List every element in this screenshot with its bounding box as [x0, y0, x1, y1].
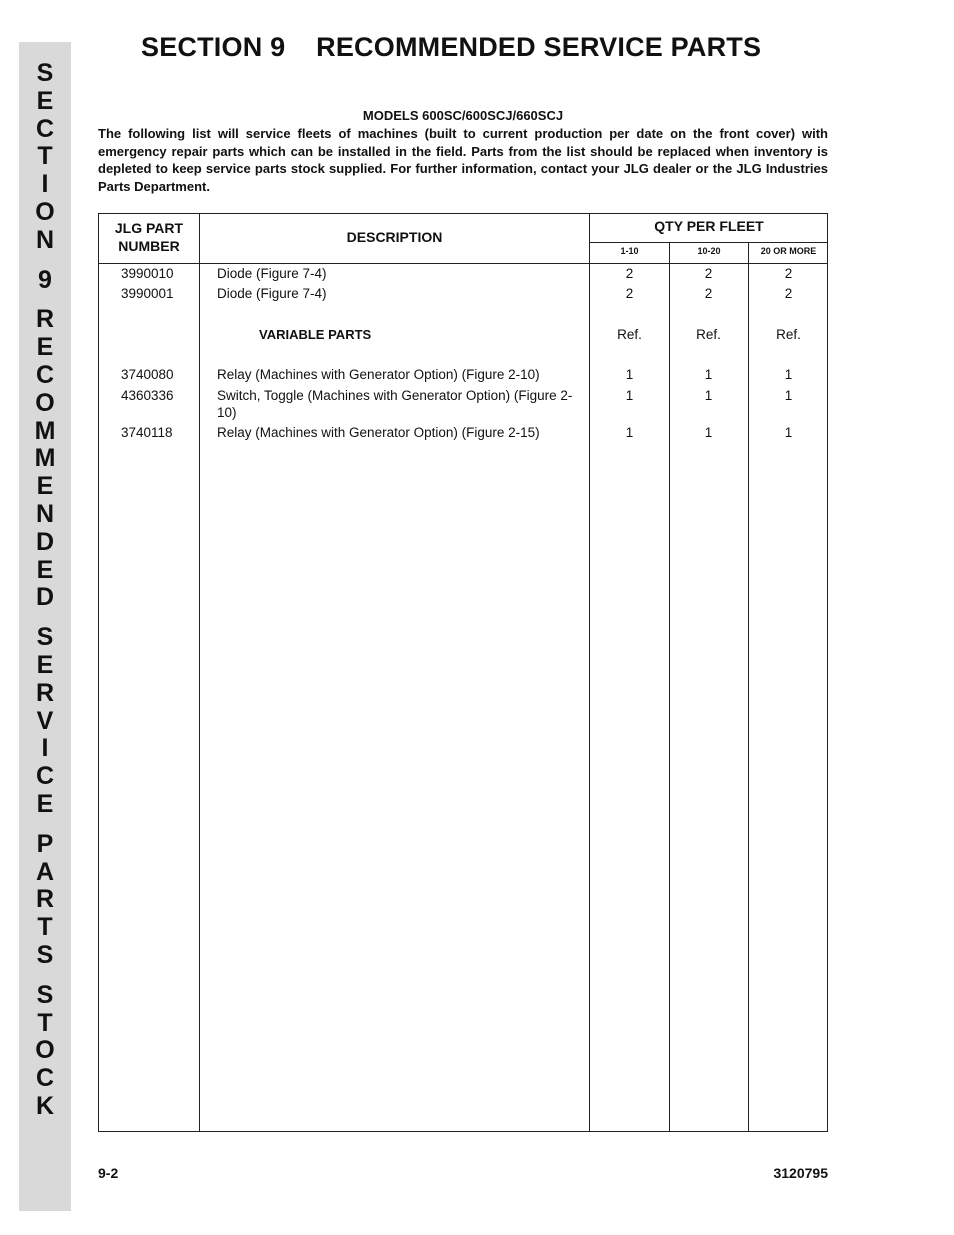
header-qty-per-fleet: QTY PER FLEET: [654, 218, 764, 234]
header-qty-20-or-more: 20 OR MORE: [760, 246, 817, 256]
side-tab-letter: C: [35, 1064, 55, 1093]
document-number: 3120795: [773, 1165, 828, 1181]
variable-parts-heading: VARIABLE PARTS: [259, 327, 372, 342]
row-qty-1-10: Ref.: [617, 327, 642, 342]
column-divider: [589, 214, 590, 1131]
row-part-number: 3990010: [121, 266, 174, 281]
side-tab-letter: M: [34, 416, 56, 445]
side-tab-letter: D: [35, 583, 55, 612]
intro-paragraph: The following list will service fleets of machines (built to current production per date on the front cover) with emergency repair parts which can be installed in the field. Parts from the list should be replaced when inventory is depleted to keep service parts stock supplied. For further information, contact your JLG dealer or the JLG Industries Parts Department.: [98, 126, 828, 194]
page-title: SECTION 9 RECOMMENDED SERVICE PARTS: [141, 32, 762, 62]
side-tab-text: [19, 60, 71, 1121]
parts-table: [98, 213, 828, 1132]
row-part-number: 3990001: [121, 286, 174, 301]
models-heading: MODELS 600SC/600SCJ/660SCJ: [362, 108, 564, 123]
side-tab-letter: E: [36, 472, 54, 501]
side-tab-letter: 9: [38, 265, 52, 294]
side-tab-letter: A: [35, 857, 55, 886]
section-side-tab: [19, 42, 71, 1211]
side-tab-letter: K: [35, 1091, 55, 1120]
header-bottom-line: [99, 263, 827, 264]
row-qty-20-or-more: 1: [784, 388, 793, 403]
header-description: DESCRIPTION: [346, 229, 443, 245]
row-description: Relay (Machines with Generator Option) (Figure 2-15): [217, 425, 540, 440]
side-tab-letter: N: [35, 499, 55, 528]
side-tab-letter: T: [37, 142, 53, 171]
side-tab-letter: O: [35, 1036, 55, 1065]
row-part-number: 4360336: [121, 388, 174, 403]
side-tab-letter: R: [35, 885, 55, 914]
row-qty-1-10: 2: [625, 286, 634, 301]
row-qty-20-or-more: 2: [784, 286, 793, 301]
row-description: Relay (Machines with Generator Option) (Figure 2-10): [217, 367, 540, 382]
side-tab-letter: C: [35, 114, 55, 143]
side-tab-letter: O: [35, 388, 55, 417]
row-description: Diode (Figure 7-4): [217, 286, 327, 301]
row-qty-10-20: 2: [704, 286, 713, 301]
side-tab-letter: S: [36, 980, 54, 1009]
page-number: 9-2: [98, 1165, 119, 1181]
row-part-number: 3740118: [121, 425, 173, 440]
row-qty-20-or-more: Ref.: [776, 327, 801, 342]
side-tab-letter: E: [36, 650, 54, 679]
side-tab-letter: C: [35, 360, 55, 389]
side-tab-letter: S: [36, 623, 54, 652]
row-description: Switch, Toggle (Machines with Generator Option) (Figure 2-10): [217, 388, 573, 420]
row-qty-10-20: 1: [704, 425, 713, 440]
row-qty-20-or-more: 1: [784, 425, 793, 440]
row-qty-20-or-more: 1: [784, 367, 793, 382]
side-tab-letter: N: [35, 225, 55, 254]
header-divider: [589, 242, 827, 243]
row-qty-10-20: 1: [704, 367, 713, 382]
row-qty-1-10: 1: [625, 425, 634, 440]
row-qty-1-10: 1: [625, 367, 634, 382]
row-qty-10-20: 2: [704, 266, 713, 281]
header-qty-1-10: 1-10: [620, 246, 639, 256]
side-tab-letter: O: [35, 197, 55, 226]
side-tab-letter: T: [37, 1008, 53, 1037]
header-part-number: JLG PART NUMBER: [114, 220, 184, 254]
row-description: Diode (Figure 7-4): [217, 266, 327, 281]
side-tab-letter: S: [36, 59, 54, 87]
row-qty-20-or-more: 2: [784, 266, 793, 281]
side-tab-letter: R: [35, 305, 55, 334]
side-tab-letter: E: [36, 555, 54, 584]
side-tab-letter: E: [36, 789, 54, 818]
column-divider: [199, 214, 200, 1131]
header-qty-10-20: 10-20: [697, 246, 721, 256]
side-tab-letter: T: [37, 913, 53, 942]
side-tab-letter: I: [41, 170, 49, 199]
side-tab-letter: I: [41, 734, 49, 763]
side-tab-letter: S: [36, 940, 54, 969]
side-tab-letter: D: [35, 527, 55, 556]
side-tab-letter: C: [35, 762, 55, 791]
row-qty-10-20: 1: [704, 388, 713, 403]
side-tab-letter: M: [34, 444, 56, 473]
row-part-number: 3740080: [121, 367, 174, 382]
side-tab-letter: E: [36, 333, 54, 362]
side-tab-letter: V: [36, 706, 54, 735]
side-tab-letter: P: [36, 829, 54, 858]
side-tab-letter: R: [35, 678, 55, 707]
row-qty-1-10: 2: [625, 266, 634, 281]
row-qty-1-10: 1: [625, 388, 634, 403]
row-qty-10-20: Ref.: [696, 327, 721, 342]
side-tab-letter: E: [36, 86, 54, 115]
